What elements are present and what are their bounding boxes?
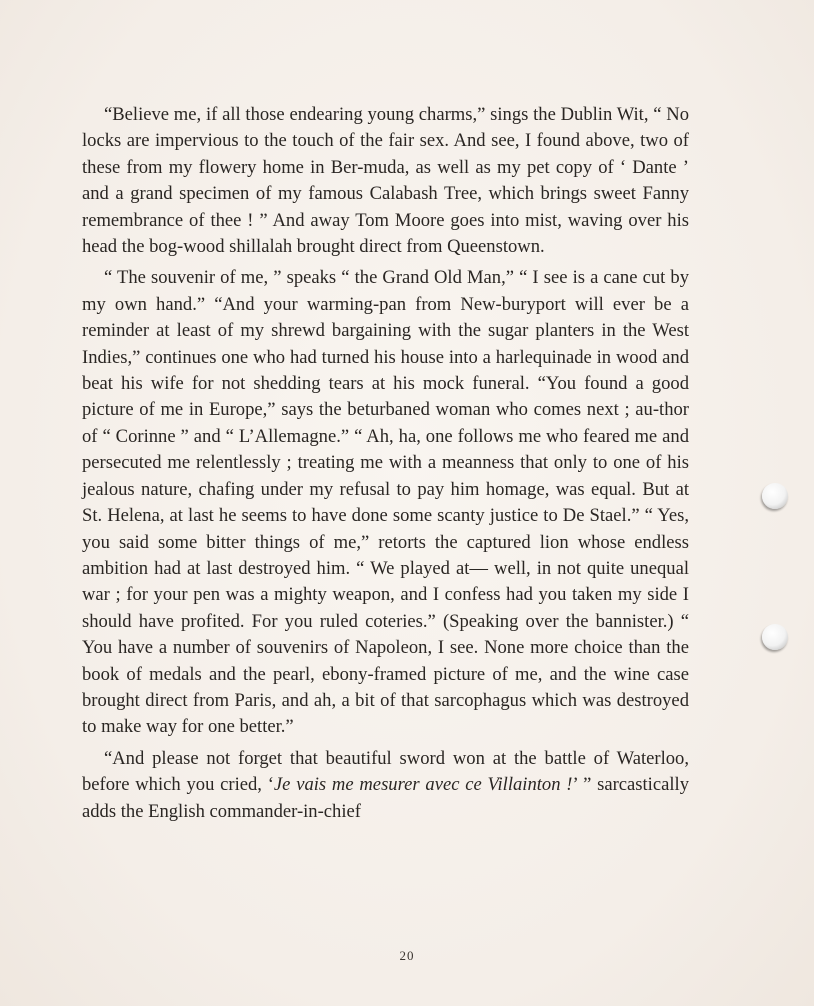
- french-quote-italic: Je vais me mesurer avec ce Villainton !: [273, 774, 573, 796]
- paragraph-2: [82, 265, 689, 740]
- page-number: 20: [399, 948, 415, 963]
- paragraph-3-text-start: “And please not forget that beautiful sword won at the battle of Waterloo, before which you cried, ‘: [82, 747, 689, 796]
- paragraph-1: [82, 102, 689, 260]
- paragraph-3-text-end: ’ ” sarcastically adds the English commander-in-chief: [82, 774, 689, 822]
- binder-hole-icon: [762, 483, 788, 509]
- paragraph-1-text: “Believe me, if all those endearing young charms,” sings the Dublin Wit, “ No locks are impervious to the touch of the fair sex. And see, I found above, two of these from my flowery home in Ber-muda, as well as my pet copy of ‘ Dante ’ and a grand specimen of my famous Calabash Tree, which brings sweet Fanny remembrance of thee ! ” And away Tom Moore goes into mist, waving over his head the bog-wood shillalah brought direct from Queenstown.: [82, 104, 689, 258]
- binder-hole-icon: [762, 624, 788, 650]
- paragraph-2-text: “ The souvenir of me, ” speaks “ the Grand Old Man,” “ I see is a cane cut by my own hand.” “And your warming-pan from New-buryport will ever be a reminder at least of my shrewd bargaining with the sugar planters in the West Indies,” continues one who had turned his house into a harlequinade in wood and beat his wife for not shedding tears at his mock funeral. “You found a good picture of me in Europe,” says the beturbaned woman who comes next ; au-thor of “ Corinne ” and “ L’Allemagne.” “ Ah, ha, one follows me who feared me and persecuted me relentlessly ; treating me with a meanness that only to one of his jealous nature, chafing under my refusal to pay him homage, was equal. But at St. Helena, at last he seems to have done some scanty justice to De Stael.” “ Yes, you said some bitter things of me,” retorts the captured lion whose endless ambition had at last destroyed him. “ We played at— well, in not quite unequal war ; for your pen was a mighty weapon, and I confess had you taken my side I should have profited. For you ruled coteries.” (Speaking over the bannister.) “ You have a number of souvenirs of Napoleon, I see. None more choice than the book of medals and the pearl, ebony-framed picture of me, and the wine case brought direct from Paris, and ah, a bit of that sarcophagus which was destroyed to make way for one better.”: [82, 267, 689, 738]
- paragraph-3: [82, 746, 689, 825]
- body-text: [82, 102, 689, 825]
